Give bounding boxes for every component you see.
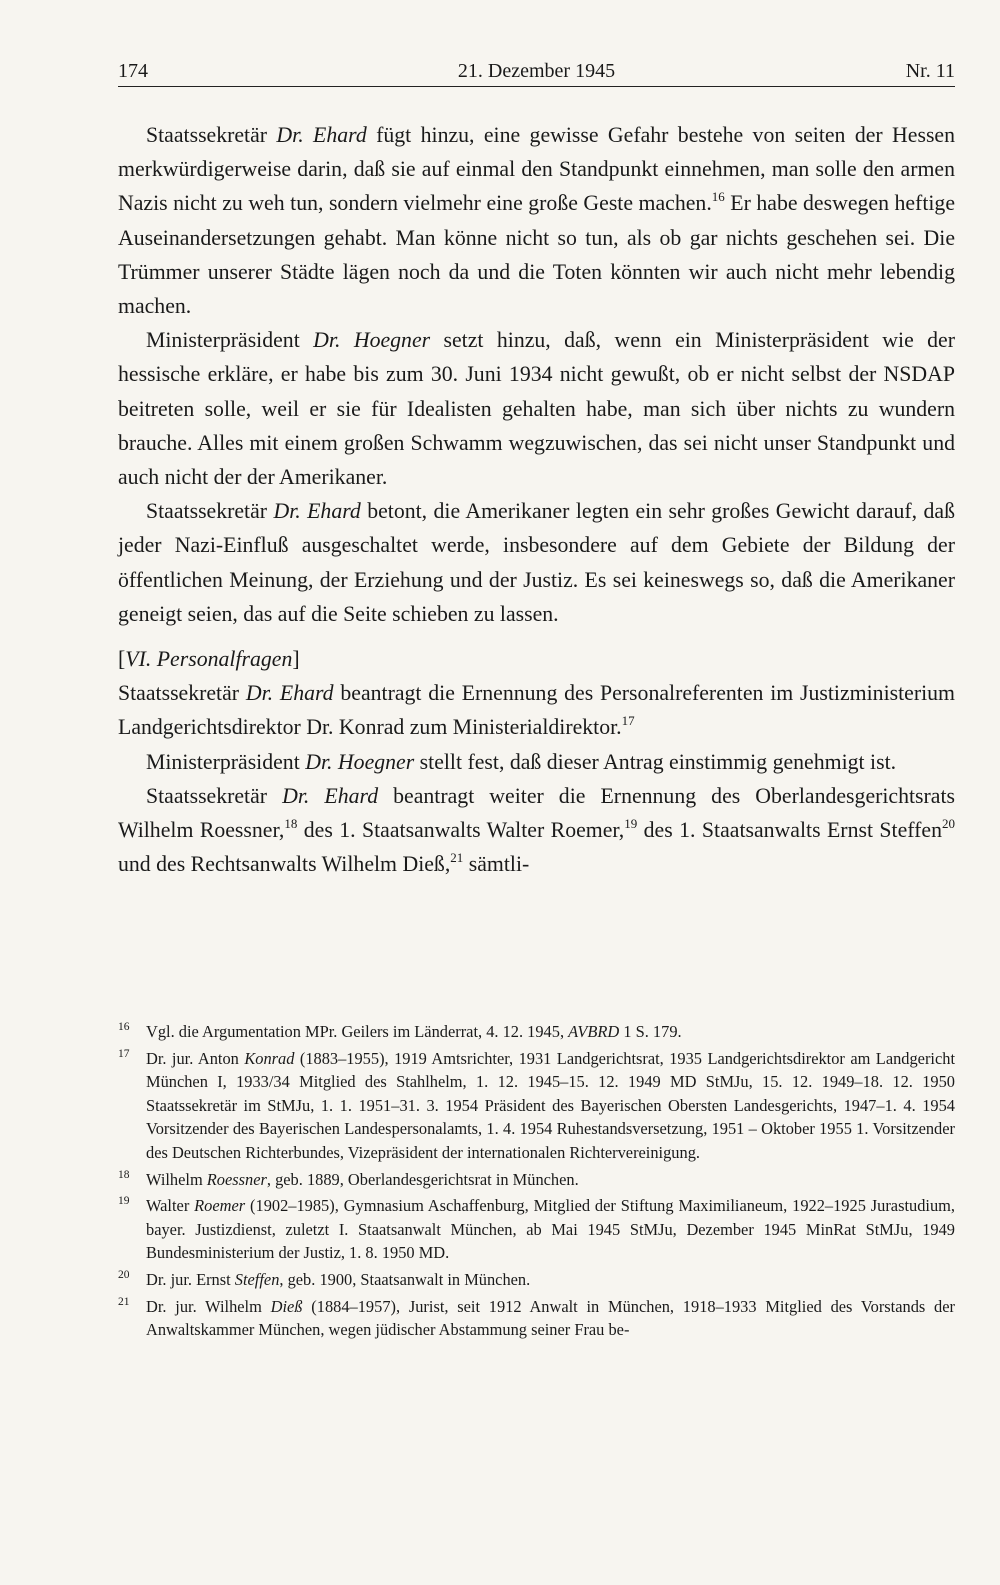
footnote: 20 Dr. jur. Ernst Steffen, geb. 1900, Staatsanwalt in München. (118, 1268, 955, 1292)
footnote-number: 19 (118, 1195, 130, 1208)
paragraph: Ministerpräsident Dr. Hoegner stellt fest, daß dieser Antrag einstimmig genehmigt ist. (146, 749, 897, 774)
header-date: 21. Dezember 1945 (457, 60, 616, 82)
footnote-number: 20 (118, 1268, 130, 1281)
paragraph: Staatssekretär Dr. Ehard betont, die Amerikaner legten ein sehr großes Gewicht darauf, daß jeder Nazi-Einfluß ausgeschaltet werde, insbesondere auf dem Gebiete der Bildung der öffentlichen Meinung, der Erziehung und der Justiz. Es sei keineswegs so, daß die Amerikaner geneigt seien, das auf die Seite schieben zu lassen. (118, 499, 955, 626)
section-heading: [VI. Personalfragen] (118, 647, 300, 672)
paragraph: Staatssekretär Dr. Ehard beantragt die Ernennung des Personalreferenten im Justizministerium Landgerichtsdirektor Dr. Konrad zum Ministerialdirektor.$^{17}$ (118, 681, 956, 740)
paragraph: Staatssekretär Dr. Ehard beantragt weiter die Ernennung des Oberlandesgerichtsrats Wilhelm Roessner,$^{18}$ des 1. Staatsanwalts Walter Roemer,$^{19}$ des 1. Staatsanwalts Ernst Steffen$^{20}$ und des Rechtsanwalts Wilhelm Dieß,$^{21}$ sämtli- (118, 783, 956, 877)
footnote-number: 17 (118, 1047, 130, 1060)
footnote-number: 16 (118, 1021, 130, 1033)
footnote-ref[interactable]: 20 (941, 816, 955, 832)
footnote-ref[interactable]: 19 (624, 816, 638, 832)
footnote-ref[interactable]: 16 (711, 189, 725, 205)
footnote-ref[interactable]: 17 (621, 713, 635, 729)
footnote-number: 21 (118, 1295, 130, 1308)
paragraph: Ministerpräsident Dr. Hoegner setzt hinzu, daß, wenn ein Ministerpräsident wie der hessische erkläre, er habe bis zum 30. Juni 1934 nicht gewußt, ob er nicht selbst der NSDAP beitreten solle, weil er sie für Idealisten gehalten habe, man sich über nichts zu wundern brauche. Alles mit einem großen Schwamm wegzuwischen, das sei nicht unser Standpunkt und auch nicht der der Amerikaner. (118, 328, 955, 490)
footnote: 17 Dr. jur. Anton Konrad (1883–1955), 1919 Amtsrichter, 1931 Landgerichtsrat, 1935 Landgerichtsdirektor am Landgericht München I, 1933/34 Mitglied des Stahlhelm, 1. 12. 1945–15. 12. 1949 MD StMJu, 15. 12. 1949–18. 12. 1950 Staatssekretär im StMJu, 1. 1. 1951–31. 3. 1954 Präsident des Bayerischen Obersten Landesgerichts, 1947–1. 4. 1954 Vorsitzender des Bayerischen Landespersonalamts, 1. 4. 1954 Ruhestandsversetzung, 1951 – Oktober 1955 1. Vorsitzender des Deutschen Richterbundes, Vizepräsident der internationalen Richtervereinigung. (118, 1047, 955, 1165)
footnote: 16 Vgl. die Argumentation MPr. Geilers im Länderrat, 4. 12. 1945, AVBRD 1 S. 179. (118, 1020, 955, 1044)
paragraph: Staatssekretär Dr. Ehard fügt hinzu, eine gewisse Gefahr bestehe von seiten der Hessen merkwürdigerweise darin, daß sie auf einmal den Standpunkt einnehmen, man solle den armen Nazis nicht zu weh tun, sondern vielmehr eine große Geste machen.$^{16}$ Er habe deswegen heftige Auseinandersetzungen gehabt. Man könne nicht so tun, als ob gar nichts geschehen sei. Die Trümmer unserer Städte lägen noch da und die Toten könnten wir auch nicht mehr lebendig machen. (118, 123, 956, 319)
footnote-ref[interactable]: 21 (450, 850, 464, 866)
footnotes (118, 1020, 955, 1345)
footnote: 18 Wilhelm Roessner, geb. 1889, Oberlandesgerichtsrat in München. (118, 1168, 955, 1192)
footnote: 21 Dr. jur. Wilhelm Dieß (1884–1957), Jurist, seit 1912 Anwalt in München, 1918–1933 Mitglied des Vorstands der Anwaltskammer München, wegen jüdischer Abstammung seiner Frau be- (118, 1295, 955, 1342)
footnote: 19 Walter Roemer (1902–1985), Gymnasium Aschaffenburg, Mitglied der Stiftung Maximilianeum, 1922–1925 Jurastudium, bayer. Justizdienst, zuletzt I. Staatsanwalt München, ab Mai 1945 StMJu, Dezember 1945 MinRat StMJu, 1949 Bundesministerium der Justiz, 1. 8. 1950 MD. (118, 1194, 955, 1265)
running-header (118, 56, 955, 87)
page-number: 174 (118, 60, 148, 82)
main-text (118, 118, 955, 881)
footnote-number: 18 (118, 1168, 130, 1181)
document-number: Nr. 11 (905, 60, 955, 82)
footnote-ref[interactable]: 18 (284, 816, 298, 832)
